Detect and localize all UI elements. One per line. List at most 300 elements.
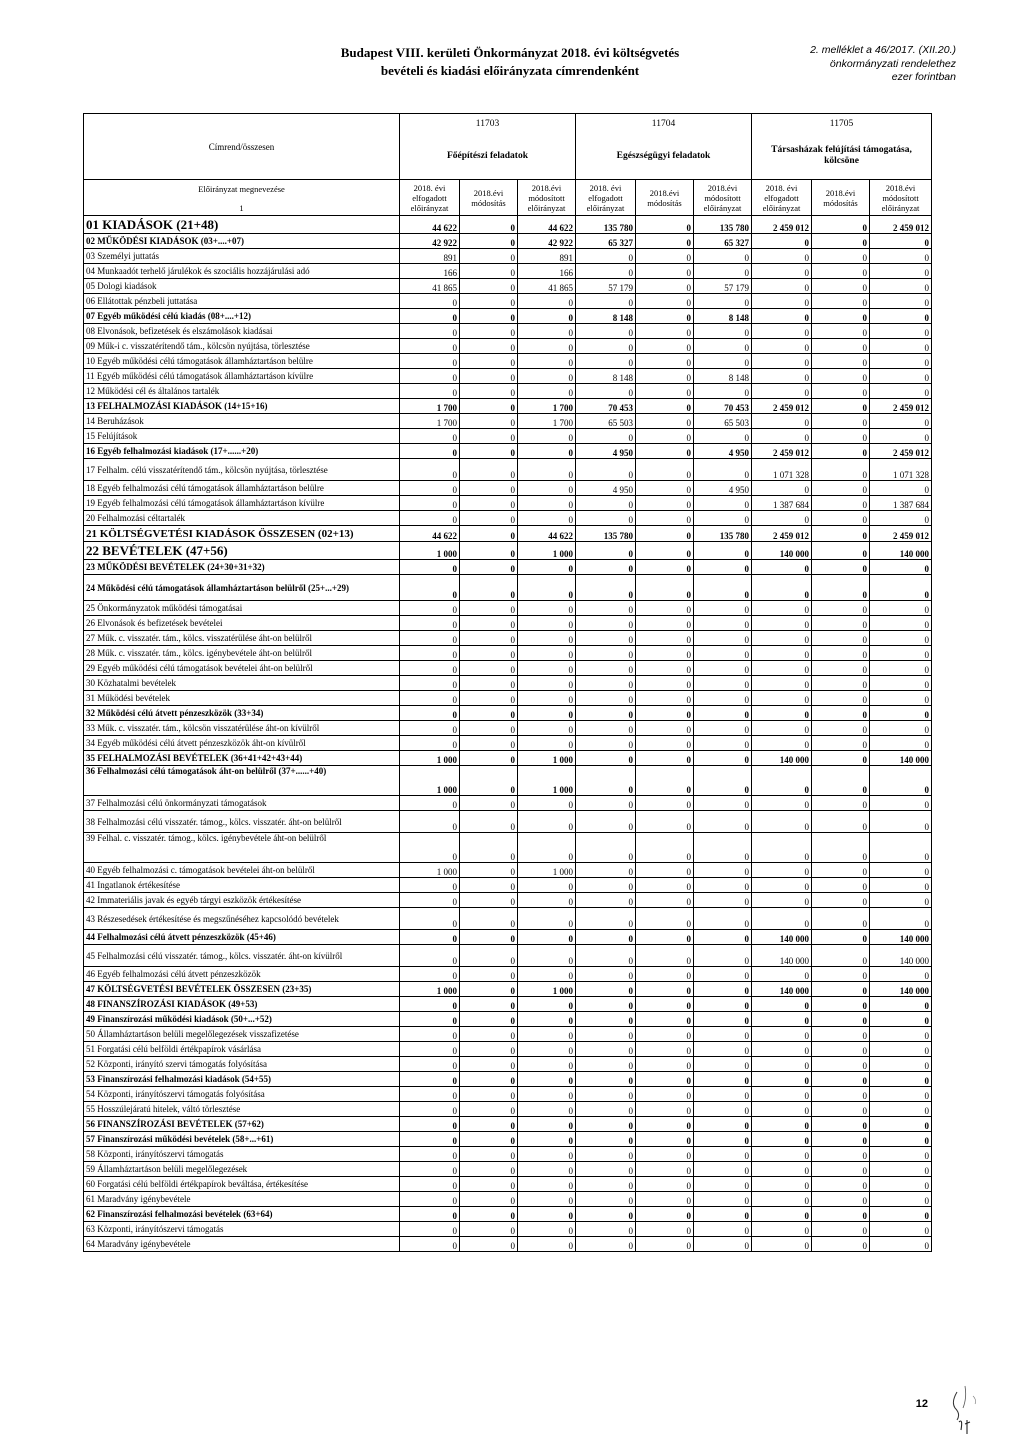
cell-value: 0: [460, 676, 518, 691]
row-label: 62 Finanszírozási felhalmozási bevételek (63+64): [84, 1207, 400, 1222]
cell-value: 0: [694, 833, 752, 863]
cell-value: 1 000: [400, 542, 460, 560]
cell-value: 0: [518, 339, 576, 354]
cell-value: 0: [400, 1027, 460, 1042]
cell-value: 0: [636, 1147, 694, 1162]
table-row: [84, 264, 932, 279]
table-row: [84, 721, 932, 736]
cell-value: 0: [460, 833, 518, 863]
cell-value: 0: [870, 1132, 932, 1147]
cell-value: 0: [812, 982, 870, 997]
cell-value: 0: [518, 616, 576, 631]
cell-value: 0: [460, 982, 518, 997]
cell-value: 0: [694, 249, 752, 264]
table-row: [84, 736, 932, 751]
cell-value: 0: [752, 1057, 812, 1072]
cell-value: 0: [870, 691, 932, 706]
cell-value: 0: [400, 459, 460, 481]
cell-value: 0: [400, 354, 460, 369]
cell-value: 0: [752, 1102, 812, 1117]
table-row: [84, 796, 932, 811]
cell-value: 0: [752, 1027, 812, 1042]
cell-value: 0: [636, 384, 694, 399]
cell-value: 0: [812, 878, 870, 893]
cell-value: 0: [400, 721, 460, 736]
cell-value: 0: [870, 967, 932, 982]
cell-value: 0: [636, 575, 694, 601]
cell-value: 0: [636, 414, 694, 429]
cell-value: 0: [460, 616, 518, 631]
row-label: 51 Forgatási célú belföldi értékpapírok vásárlása: [84, 1042, 400, 1057]
cell-value: 0: [752, 893, 812, 908]
cell-value: 0: [576, 459, 636, 481]
cell-value: 0: [460, 811, 518, 833]
cell-value: 0: [870, 384, 932, 399]
cell-value: 0: [870, 1192, 932, 1207]
cell-value: 0: [576, 339, 636, 354]
cell-value: 0: [812, 1177, 870, 1192]
annex-line-2: önkormányzati rendelethez: [829, 57, 956, 70]
subheader-g3-c3: 2018.évi módosított előirányzat: [870, 180, 932, 216]
cell-value: 65 327: [576, 234, 636, 249]
cell-value: 0: [812, 354, 870, 369]
table-row: [84, 863, 932, 878]
cell-value: 1 000: [518, 751, 576, 766]
cell-value: 0: [694, 1237, 752, 1252]
cell-value: 0: [460, 481, 518, 496]
cell-value: 0: [812, 676, 870, 691]
cell-value: 0: [636, 339, 694, 354]
cell-value: 8 148: [576, 309, 636, 324]
cell-value: 0: [812, 616, 870, 631]
cell-value: 0: [812, 1162, 870, 1177]
table-row: [84, 908, 932, 930]
row-label: 47 KÖLTSÉGVETÉSI BEVÉTELEK ÖSSZESEN (23+35): [84, 982, 400, 997]
cell-value: 0: [870, 833, 932, 863]
cell-value: 1 000: [518, 766, 576, 796]
cell-value: 0: [518, 691, 576, 706]
cell-value: 0: [752, 414, 812, 429]
cell-value: 0: [636, 616, 694, 631]
cell-value: 0: [400, 1012, 460, 1027]
row-label: 56 FINANSZÍROZÁSI BEVÉTELEK (57+62): [84, 1117, 400, 1132]
cell-value: 0: [752, 706, 812, 721]
cell-value: 0: [870, 354, 932, 369]
table-row: [84, 631, 932, 646]
row-label: 35 FELHALMOZÁSI BEVÉTELEK (36+41+42+43+44): [84, 751, 400, 766]
table-row: [84, 691, 932, 706]
cell-value: 0: [752, 264, 812, 279]
cell-value: 0: [636, 279, 694, 294]
cell-value: 0: [460, 736, 518, 751]
cell-value: 0: [518, 676, 576, 691]
table-row: [84, 249, 932, 264]
cell-value: 0: [694, 706, 752, 721]
cell-value: 0: [636, 631, 694, 646]
cell-value: 0: [752, 997, 812, 1012]
cell-value: 1 700: [518, 399, 576, 414]
cell-value: 0: [812, 216, 870, 234]
cell-value: 0: [752, 1087, 812, 1102]
cell-value: 166: [400, 264, 460, 279]
cell-value: 0: [518, 496, 576, 511]
cell-value: 0: [576, 1012, 636, 1027]
cell-value: 0: [752, 1222, 812, 1237]
table-row: [84, 1237, 932, 1252]
table-row: [84, 1042, 932, 1057]
cell-value: 0: [576, 1072, 636, 1087]
cell-value: 0: [694, 1162, 752, 1177]
row-label: 28 Műk. c. visszatér. tám., kölcs. igénybevétele áht-on belülről: [84, 646, 400, 661]
cell-value: 0: [460, 444, 518, 459]
cell-value: 0: [636, 496, 694, 511]
cell-value: 0: [460, 945, 518, 967]
cell-value: 0: [694, 751, 752, 766]
cell-value: 0: [752, 1012, 812, 1027]
row-label: 37 Felhalmozási célú önkormányzati támogatások: [84, 796, 400, 811]
cell-value: 0: [812, 863, 870, 878]
cell-value: 0: [636, 982, 694, 997]
cell-value: 0: [636, 249, 694, 264]
cell-value: 0: [870, 575, 932, 601]
cell-value: 0: [400, 309, 460, 324]
cell-value: 0: [752, 721, 812, 736]
row-label: 03 Személyi juttatás: [84, 249, 400, 264]
group-code-3: 11705: [752, 114, 932, 134]
cell-value: 0: [460, 863, 518, 878]
row-label: 23 MŰKÖDÉSI BEVÉTELEK (24+30+31+32): [84, 560, 400, 575]
cell-value: 0: [460, 369, 518, 384]
cell-value: 0: [694, 511, 752, 526]
cell-value: 0: [518, 324, 576, 339]
cell-value: 140 000: [870, 751, 932, 766]
cell-value: 0: [400, 1222, 460, 1237]
cell-value: 0: [636, 676, 694, 691]
cell-value: 0: [400, 878, 460, 893]
cell-value: 0: [812, 811, 870, 833]
cell-value: 0: [518, 1207, 576, 1222]
cell-value: 0: [518, 444, 576, 459]
cell-value: 0: [460, 249, 518, 264]
cell-value: 0: [752, 354, 812, 369]
cell-value: 0: [460, 294, 518, 309]
cell-value: 0: [460, 661, 518, 676]
cell-value: 0: [460, 1222, 518, 1237]
budget-table: [83, 113, 932, 1252]
document-title: [300, 44, 720, 80]
cell-value: 0: [870, 1012, 932, 1027]
cell-value: 0: [636, 309, 694, 324]
cell-value: 0: [812, 511, 870, 526]
cell-value: 0: [694, 930, 752, 945]
cell-value: 0: [870, 1177, 932, 1192]
subheader-g3-c2: 2018.évi módosítás: [812, 180, 870, 216]
cell-value: 0: [518, 736, 576, 751]
annex-reference: [760, 44, 956, 85]
cell-value: 41 865: [518, 279, 576, 294]
cell-value: 0: [400, 1102, 460, 1117]
table-row: [84, 1027, 932, 1042]
row-label: 07 Egyéb működési célú kiadás (08+....+12): [84, 309, 400, 324]
cell-value: 0: [694, 1102, 752, 1117]
cell-value: 0: [694, 1012, 752, 1027]
row-label: 16 Egyéb felhalmozási kiadások (17+......+20): [84, 444, 400, 459]
table-row: [84, 309, 932, 324]
cell-value: 0: [694, 691, 752, 706]
cell-value: 0: [636, 863, 694, 878]
cell-value: 0: [576, 1027, 636, 1042]
cell-value: 0: [694, 676, 752, 691]
cell-value: 0: [518, 646, 576, 661]
cell-value: 0: [694, 560, 752, 575]
row-label: 43 Részesedések értékesítése és megszűnéséhez kapcsolódó bevételek: [84, 908, 400, 930]
cell-value: 0: [694, 1222, 752, 1237]
cell-value: 0: [812, 542, 870, 560]
cell-value: 0: [576, 751, 636, 766]
cell-value: 0: [870, 721, 932, 736]
cell-value: 0: [812, 967, 870, 982]
cell-value: 0: [460, 496, 518, 511]
cell-value: 0: [870, 766, 932, 796]
table-row: [84, 811, 932, 833]
cell-value: 140 000: [870, 982, 932, 997]
row-label: 30 Közhatalmi bevételek: [84, 676, 400, 691]
cell-value: 0: [576, 1117, 636, 1132]
cell-value: 0: [870, 294, 932, 309]
cell-value: 1 700: [518, 414, 576, 429]
cell-value: 0: [400, 1177, 460, 1192]
cell-value: 0: [460, 399, 518, 414]
cell-value: 0: [694, 766, 752, 796]
table-row: [84, 646, 932, 661]
cell-value: 0: [812, 736, 870, 751]
cell-value: 0: [870, 234, 932, 249]
cell-value: 0: [812, 1042, 870, 1057]
row-label: 10 Egyéb működési célú támogatások államháztartáson belülre: [84, 354, 400, 369]
cell-value: 0: [400, 1087, 460, 1102]
cell-value: 0: [870, 863, 932, 878]
row-label: 11 Egyéb működési célú támogatások államháztartáson kívülre: [84, 369, 400, 384]
cell-value: 0: [518, 1162, 576, 1177]
cell-value: 0: [636, 354, 694, 369]
cell-value: 0: [812, 833, 870, 863]
cell-value: 0: [636, 721, 694, 736]
cell-value: 0: [576, 1087, 636, 1102]
row-label: 44 Felhalmozási célú átvett pénzeszközök (45+46): [84, 930, 400, 945]
cell-value: 0: [460, 1042, 518, 1057]
cell-value: 0: [694, 945, 752, 967]
cell-value: 0: [518, 945, 576, 967]
cell-value: 0: [694, 1132, 752, 1147]
cell-value: 0: [812, 997, 870, 1012]
row-label: 21 KÖLTSÉGVETÉSI KIADÁSOK ÖSSZESEN (02+13): [84, 526, 400, 542]
row-label: 60 Forgatási célú belföldi értékpapírok beváltása, értékesítése: [84, 1177, 400, 1192]
cell-value: 0: [400, 893, 460, 908]
cell-value: 0: [870, 631, 932, 646]
cell-value: 0: [400, 661, 460, 676]
table-row: [84, 339, 932, 354]
cell-value: 0: [636, 542, 694, 560]
cell-value: 0: [636, 216, 694, 234]
cell-value: 0: [870, 908, 932, 930]
cell-value: 0: [400, 1162, 460, 1177]
cell-value: 0: [636, 1117, 694, 1132]
cell-value: 0: [576, 736, 636, 751]
cell-value: 0: [752, 1147, 812, 1162]
cell-value: 0: [636, 661, 694, 676]
cell-value: 0: [576, 1237, 636, 1252]
cell-value: 0: [752, 661, 812, 676]
cell-value: 0: [636, 264, 694, 279]
cell-value: 0: [694, 1027, 752, 1042]
table-row: [84, 526, 932, 542]
cell-value: 0: [400, 1042, 460, 1057]
cell-value: 0: [518, 811, 576, 833]
cell-value: 0: [812, 481, 870, 496]
cell-value: 0: [694, 1057, 752, 1072]
cell-value: 0: [752, 1132, 812, 1147]
table-row: [84, 1132, 932, 1147]
cell-value: 0: [576, 294, 636, 309]
cell-value: 0: [518, 1177, 576, 1192]
cell-value: 0: [812, 575, 870, 601]
cell-value: 0: [460, 1147, 518, 1162]
cell-value: 0: [460, 691, 518, 706]
cell-value: 0: [636, 751, 694, 766]
cell-value: 0: [460, 339, 518, 354]
cell-value: 1 000: [400, 766, 460, 796]
cell-value: 0: [518, 294, 576, 309]
cell-value: 4 950: [576, 444, 636, 459]
cell-value: 0: [400, 945, 460, 967]
subheader-g2-c3: 2018.évi módosított előirányzat: [694, 180, 752, 216]
cell-value: 0: [576, 324, 636, 339]
table-row: [84, 751, 932, 766]
cell-value: 0: [812, 309, 870, 324]
cell-value: 0: [694, 294, 752, 309]
table-row: [84, 399, 932, 414]
cell-value: 0: [636, 459, 694, 481]
table-row: [84, 216, 932, 234]
cell-value: 1 387 684: [870, 496, 932, 511]
cell-value: 0: [576, 631, 636, 646]
table-row: [84, 459, 932, 481]
cell-value: 0: [870, 1222, 932, 1237]
cell-value: 0: [694, 796, 752, 811]
cell-value: 0: [400, 1132, 460, 1147]
table-row: [84, 575, 932, 601]
cell-value: 0: [518, 1192, 576, 1207]
cell-value: 0: [576, 249, 636, 264]
table-row: [84, 369, 932, 384]
cell-value: 0: [576, 982, 636, 997]
row-label: 05 Dologi kiadások: [84, 279, 400, 294]
cell-value: 44 622: [400, 216, 460, 234]
cell-value: 2 459 012: [870, 399, 932, 414]
cell-value: 0: [518, 721, 576, 736]
table-row: [84, 1147, 932, 1162]
cell-value: 0: [812, 279, 870, 294]
cell-value: 0: [460, 631, 518, 646]
cell-value: 0: [636, 601, 694, 616]
cell-value: 65 327: [694, 234, 752, 249]
cell-value: 0: [400, 1237, 460, 1252]
cell-value: 0: [636, 429, 694, 444]
title-line-1: Budapest VIII. kerületi Önkormányzat 2018. évi költségvetés: [340, 45, 680, 60]
cell-value: 0: [870, 1117, 932, 1132]
cell-value: 2 459 012: [752, 399, 812, 414]
subheader-g1-c2: 2018.évi módosítás: [460, 180, 518, 216]
cell-value: 0: [400, 616, 460, 631]
cell-value: 44 622: [518, 216, 576, 234]
cell-value: 65 503: [694, 414, 752, 429]
cell-value: 0: [460, 1012, 518, 1027]
cell-value: 0: [400, 1072, 460, 1087]
cell-value: 1 700: [400, 414, 460, 429]
row-label: 24 Működési célú támogatások államháztartáson belülről (25+...+29): [84, 575, 400, 601]
cell-value: 0: [518, 1087, 576, 1102]
cell-value: 0: [812, 526, 870, 542]
cell-value: 0: [812, 399, 870, 414]
cell-value: 0: [460, 309, 518, 324]
cell-value: 0: [460, 1192, 518, 1207]
cell-value: 0: [812, 1072, 870, 1087]
cell-value: 4 950: [694, 481, 752, 496]
table-row: [84, 384, 932, 399]
cell-value: 0: [636, 1207, 694, 1222]
cell-value: 0: [400, 676, 460, 691]
group-code-1: 11703: [400, 114, 576, 134]
handwritten-signature-icon: [937, 1378, 997, 1438]
row-label: 20 Felhalmozási céltartalék: [84, 511, 400, 526]
cell-value: 0: [870, 1147, 932, 1162]
cell-value: 0: [576, 1042, 636, 1057]
cell-value: 0: [400, 601, 460, 616]
cell-value: 0: [460, 216, 518, 234]
cell-value: 891: [518, 249, 576, 264]
cell-value: 0: [460, 234, 518, 249]
cell-value: 0: [460, 1027, 518, 1042]
cell-value: 0: [636, 893, 694, 908]
cell-value: 135 780: [576, 526, 636, 542]
cell-value: 135 780: [694, 216, 752, 234]
cell-value: 0: [870, 1237, 932, 1252]
cell-value: 0: [636, 878, 694, 893]
cell-value: 0: [400, 691, 460, 706]
row-label: 32 Működési célú átvett pénzeszközök (33+34): [84, 706, 400, 721]
cell-value: 0: [400, 811, 460, 833]
cell-value: 0: [812, 1117, 870, 1132]
group-name-1: Főépítészi feladatok: [400, 134, 576, 180]
cell-value: 42 922: [400, 234, 460, 249]
cell-value: 0: [752, 1042, 812, 1057]
table-row: [84, 429, 932, 444]
cell-value: 0: [400, 384, 460, 399]
table-row: [84, 997, 932, 1012]
cell-value: 0: [694, 429, 752, 444]
cell-value: 0: [518, 511, 576, 526]
cell-value: 0: [400, 575, 460, 601]
cell-value: 0: [576, 575, 636, 601]
page-number: 12: [915, 1398, 928, 1410]
row-label: 22 BEVÉTELEK (47+56): [84, 542, 400, 560]
cell-value: 0: [870, 796, 932, 811]
cell-value: 0: [636, 234, 694, 249]
cell-value: 0: [576, 833, 636, 863]
row-label: 02 MŰKÖDÉSI KIADÁSOK (03+....+07): [84, 234, 400, 249]
cell-value: 0: [576, 1192, 636, 1207]
row-label: 36 Felhalmozási célú támogatások áht-on belülről (37+......+40): [84, 766, 400, 796]
